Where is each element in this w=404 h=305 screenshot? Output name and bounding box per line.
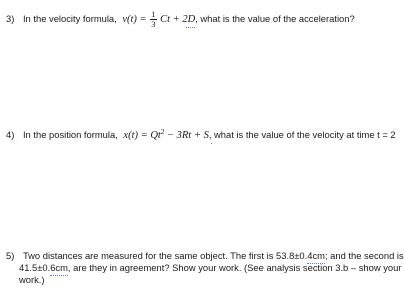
measurement-1: [276, 250, 325, 261]
question-number: 5): [6, 250, 15, 261]
position-lhs: x(t) = Qt: [123, 130, 161, 142]
fraction-one-third: [150, 10, 156, 29]
question-4: [6, 128, 396, 141]
fraction-denominator: 3: [151, 19, 156, 29]
velocity-rhs: Ct + 2D: [160, 13, 196, 25]
exponent: 2: [160, 128, 165, 136]
question-line1: Two distances are measured for the same object. The first is: [22, 250, 274, 261]
question-number: 3): [6, 12, 15, 24]
measurement-2: [19, 262, 68, 273]
question-tail: , what is the value of the acceleration?: [195, 12, 355, 24]
question-intro: In the velocity formula,: [22, 12, 117, 24]
spellcheck-underline: [186, 27, 195, 28]
question-3: [6, 10, 355, 29]
measurement-2-value: 41.5±0.6cm: [19, 262, 68, 273]
question-5: [6, 250, 404, 261]
question-tail: , what is the value of the velocity at time t = 2: [208, 129, 396, 141]
question-intro: In the position formula,: [22, 129, 118, 141]
position-rhs: − 3Rt + S: [166, 130, 209, 142]
spellcheck-underline: [50, 275, 68, 276]
position-rhs-group: [167, 129, 209, 141]
question-5-line-2: [19, 262, 401, 273]
question-5-line-3: [19, 274, 45, 285]
question-line2: , are they in agreement? Show your work. (See analysis section 3.b – show your: [67, 262, 402, 273]
measurement-1-value: 53.8±0.4cm: [276, 250, 325, 261]
question-number: 4): [6, 129, 15, 141]
question-line3: work.): [19, 274, 45, 285]
spellcheck-underline: [211, 143, 212, 144]
question-line1-end: ; and the second is: [324, 250, 404, 261]
fraction-numerator: 1: [151, 9, 156, 19]
velocity-rhs-group: [160, 13, 195, 25]
velocity-lhs: v(t) =: [122, 13, 147, 25]
